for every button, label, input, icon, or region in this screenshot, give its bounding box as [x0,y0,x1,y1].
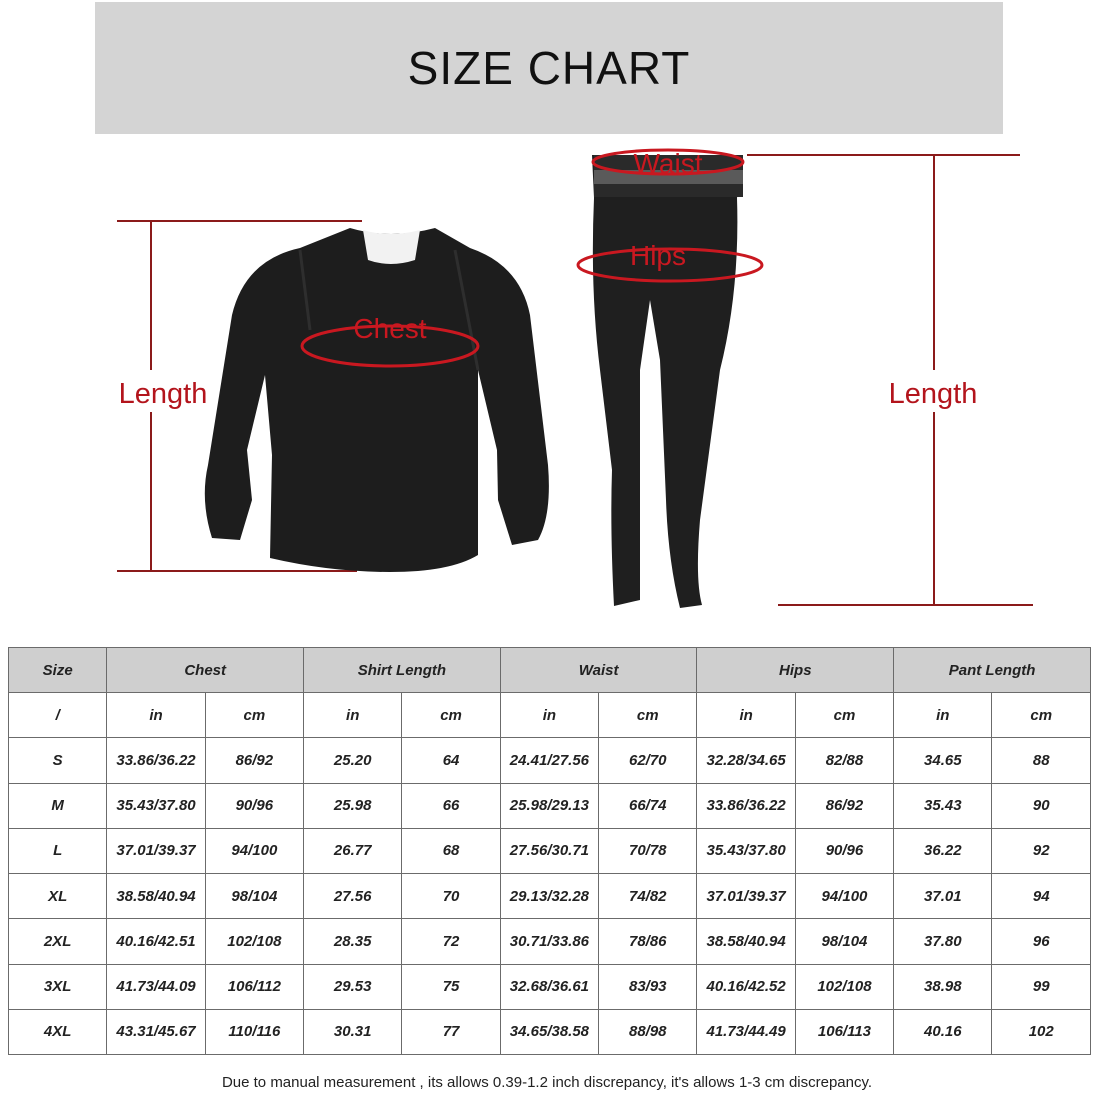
table-cell: 66 [402,783,500,828]
table-cell: 38.58/40.94 [107,874,205,919]
table-cell: 29.13/32.28 [500,874,598,919]
table-cell: 90 [992,783,1091,828]
table-cell: 25.98/29.13 [500,783,598,828]
table-cell: 64 [402,738,500,783]
waist-label: Waist [633,148,703,179]
table-cell: 30.71/33.86 [500,919,598,964]
garment-illustration [0,140,1094,620]
footnote: Due to manual measurement , its allows 0.39-1.2 inch discrepancy, it's allows 1-3 cm discrepancy. [221,1074,873,1091]
table-row [9,874,1091,919]
table-cell: 34.65/38.58 [500,1009,598,1054]
table-cell: 82/88 [795,738,893,783]
header-hips: Hips [697,648,894,693]
unit-cell: cm [402,693,500,738]
table-cell: 33.86/36.22 [697,783,795,828]
table-cell: 106/112 [205,964,303,1009]
table-cell: 37.80 [894,919,992,964]
table-cell: 66/74 [599,783,697,828]
table-cell: M [9,783,107,828]
table-row [9,828,1091,873]
table-cell: 2XL [9,919,107,964]
table-cell: 78/86 [599,919,697,964]
table-cell: 29.53 [304,964,402,1009]
table-cell: L [9,828,107,873]
table-cell: 35.43/37.80 [697,828,795,873]
table-cell: 86/92 [205,738,303,783]
table-cell: 102/108 [205,919,303,964]
table-cell: XL [9,874,107,919]
table-cell: 75 [402,964,500,1009]
table-cell: 86/92 [795,783,893,828]
unit-cell: cm [205,693,303,738]
unit-cell: / [9,693,107,738]
table-cell: 40.16 [894,1009,992,1054]
table-cell: 27.56 [304,874,402,919]
table-cell: 74/82 [599,874,697,919]
unit-cell: cm [599,693,697,738]
table-cell: 99 [992,964,1091,1009]
table-cell: 77 [402,1009,500,1054]
table-cell: 102 [992,1009,1091,1054]
table-cell: 94/100 [795,874,893,919]
table-cell: 62/70 [599,738,697,783]
table-cell: 94/100 [205,828,303,873]
header-pant-length: Pant Length [894,648,1091,693]
title-banner [95,2,1003,134]
table-cell: 32.28/34.65 [697,738,795,783]
page-title: SIZE CHART [407,42,691,94]
table-cell: 26.77 [304,828,402,873]
table-cell: 28.35 [304,919,402,964]
table-cell: 43.31/45.67 [107,1009,205,1054]
table-cell: 106/113 [795,1009,893,1054]
table-row [9,783,1091,828]
table-cell: 68 [402,828,500,873]
table-cell: 35.43/37.80 [107,783,205,828]
table-cell: 37.01/39.37 [697,874,795,919]
unit-cell: in [500,693,598,738]
table-cell: S [9,738,107,783]
unit-cell: in [304,693,402,738]
hips-label: Hips [629,240,687,271]
table-cell: 41.73/44.09 [107,964,205,1009]
header-waist: Waist [500,648,697,693]
table-cell: 32.68/36.61 [500,964,598,1009]
table-row [9,919,1091,964]
shirt-length-label: Length [118,378,208,410]
table-cell: 30.31 [304,1009,402,1054]
table-row [9,964,1091,1009]
table-cell: 35.43 [894,783,992,828]
unit-cell: cm [795,693,893,738]
table-cell: 88 [992,738,1091,783]
table-cell: 36.22 [894,828,992,873]
table-cell: 70 [402,874,500,919]
header-chest: Chest [107,648,304,693]
table-row [9,1009,1091,1054]
table-cell: 83/93 [599,964,697,1009]
table-cell: 38.98 [894,964,992,1009]
table-cell: 96 [992,919,1091,964]
table-units-row [9,693,1091,738]
table-cell: 24.41/27.56 [500,738,598,783]
shirt-image [205,228,549,572]
table-cell: 33.86/36.22 [107,738,205,783]
table-cell: 41.73/44.49 [697,1009,795,1054]
pants-image [592,155,743,608]
table-header-row [9,648,1091,693]
table-cell: 37.01 [894,874,992,919]
table-cell: 88/98 [599,1009,697,1054]
table-cell: 25.98 [304,783,402,828]
table-cell: 4XL [9,1009,107,1054]
size-table [8,647,1091,1055]
table-cell: 92 [992,828,1091,873]
unit-cell: in [697,693,795,738]
table-cell: 72 [402,919,500,964]
table-cell: 3XL [9,964,107,1009]
table-cell: 70/78 [599,828,697,873]
table-cell: 90/96 [795,828,893,873]
pant-length-label: Length [888,378,978,410]
header-shirt-length: Shirt Length [304,648,501,693]
header-size: Size [9,648,107,693]
table-cell: 34.65 [894,738,992,783]
table-cell: 38.58/40.94 [697,919,795,964]
table-cell: 98/104 [205,874,303,919]
table-row [9,738,1091,783]
table-cell: 98/104 [795,919,893,964]
table-cell: 102/108 [795,964,893,1009]
table-cell: 40.16/42.51 [107,919,205,964]
chest-label: Chest [353,313,427,344]
table-cell: 40.16/42.52 [697,964,795,1009]
table-cell: 37.01/39.37 [107,828,205,873]
table-cell: 90/96 [205,783,303,828]
unit-cell: cm [992,693,1091,738]
unit-cell: in [107,693,205,738]
table-cell: 25.20 [304,738,402,783]
table-cell: 94 [992,874,1091,919]
table-cell: 110/116 [205,1009,303,1054]
unit-cell: in [894,693,992,738]
table-cell: 27.56/30.71 [500,828,598,873]
